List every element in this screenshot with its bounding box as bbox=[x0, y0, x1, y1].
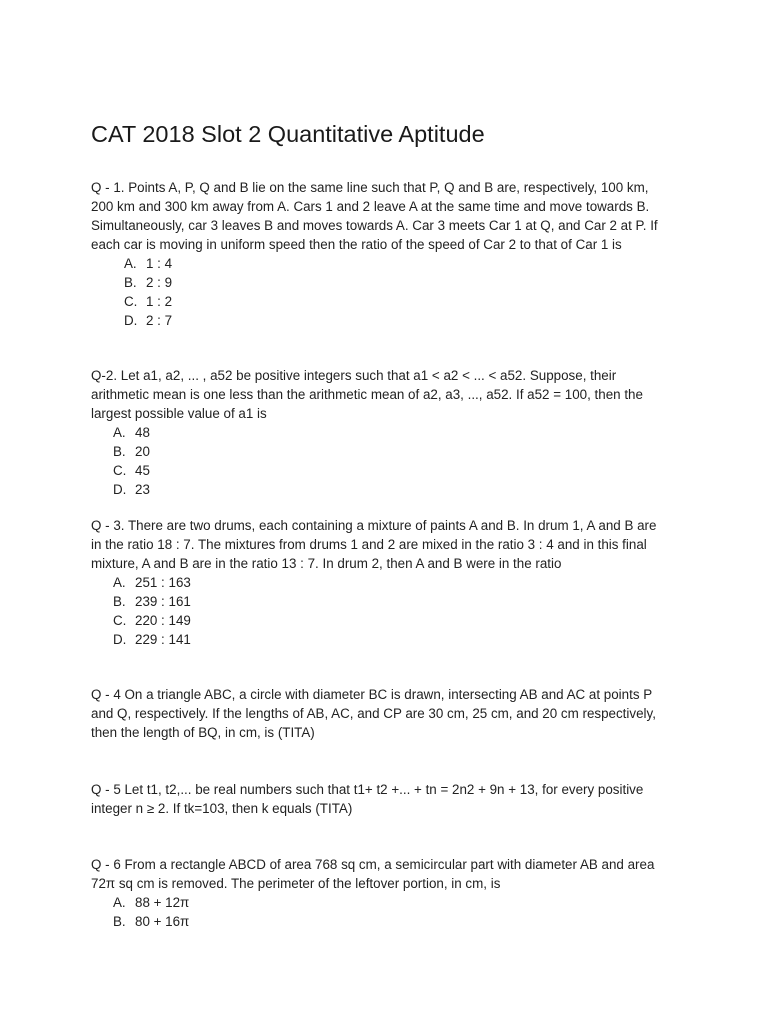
question-line: Q - 4 On a triangle ABC, a circle with diameter BC is drawn, intersecting AB and AC at points P bbox=[91, 687, 653, 702]
option-letter: D. bbox=[113, 482, 127, 497]
option-letter: A. bbox=[113, 425, 126, 440]
question-line: Q-2. Let a1, a2, ... , a52 be positive integers such that a1 < a2 < ... < a52. Suppose, their bbox=[91, 368, 617, 383]
answer-option bbox=[113, 611, 691, 630]
question-line: Simultaneously, car 3 leaves B and moves towards A. Car 3 meets Car 1 at Q, and Car 2 at P. If bbox=[91, 218, 658, 233]
answer-options bbox=[91, 254, 691, 330]
option-value: 80 + 16π bbox=[135, 914, 190, 929]
answer-options bbox=[91, 573, 691, 649]
option-letter: B. bbox=[124, 275, 137, 290]
option-value: 2 : 9 bbox=[146, 275, 173, 290]
answer-option bbox=[113, 461, 691, 480]
question-line: Q - 3. There are two drums, each containing a mixture of paints A and B. In drum 1, A and B are bbox=[91, 518, 657, 533]
option-value: 1 : 2 bbox=[146, 294, 173, 309]
option-value: 1 : 4 bbox=[146, 256, 173, 271]
question-line: 200 km and 300 km away from A. Cars 1 and 2 leave A at the same time and move towards B. bbox=[91, 199, 650, 214]
option-letter: A. bbox=[113, 895, 126, 910]
option-value: 239 : 161 bbox=[135, 594, 191, 609]
question-text bbox=[91, 855, 691, 893]
question-text bbox=[91, 366, 691, 423]
question-text bbox=[91, 685, 691, 742]
option-letter: D. bbox=[113, 632, 127, 647]
question-line: Q - 5 Let t1, t2,... be real numbers such that t1+ t2 +... + tn = 2n2 + 9n + 13, for every positive bbox=[91, 782, 644, 797]
answer-option bbox=[113, 423, 691, 442]
answer-options bbox=[91, 423, 691, 499]
option-letter: B. bbox=[113, 914, 126, 929]
question-line: each car is moving in uniform speed then the ratio of the speed of Car 2 to that of Car 1 is bbox=[91, 237, 622, 252]
option-value: 23 bbox=[135, 482, 150, 497]
option-value: 220 : 149 bbox=[135, 613, 191, 628]
answer-option bbox=[113, 573, 691, 592]
question-text bbox=[91, 516, 691, 573]
option-letter: C. bbox=[113, 463, 127, 478]
option-value: 88 + 12π bbox=[135, 895, 190, 910]
option-value: 251 : 163 bbox=[135, 575, 191, 590]
answer-options bbox=[91, 893, 691, 931]
question-1 bbox=[91, 178, 691, 330]
answer-option bbox=[113, 630, 691, 649]
option-value: 48 bbox=[135, 425, 150, 440]
option-letter: C. bbox=[113, 613, 127, 628]
question-text bbox=[91, 780, 691, 818]
question-line: Q - 1. Points A, P, Q and B lie on the same line such that P, Q and B are, respectively, 100 km, bbox=[91, 180, 649, 195]
answer-option bbox=[113, 592, 691, 611]
question-line: then the length of BQ, in cm, is (TITA) bbox=[91, 725, 315, 740]
option-value: 20 bbox=[135, 444, 150, 459]
question-6 bbox=[91, 855, 691, 931]
answer-option bbox=[124, 273, 691, 292]
question-3 bbox=[91, 516, 691, 649]
option-letter: C. bbox=[124, 294, 138, 309]
question-line: largest possible value of a1 is bbox=[91, 406, 267, 421]
option-value: 229 : 141 bbox=[135, 632, 191, 647]
option-letter: B. bbox=[113, 594, 126, 609]
answer-option bbox=[124, 292, 691, 311]
option-letter: B. bbox=[113, 444, 126, 459]
answer-option bbox=[113, 912, 691, 931]
question-line: mixture, A and B are in the ratio 13 : 7. In drum 2, then A and B were in the ratio bbox=[91, 556, 562, 571]
answer-option bbox=[124, 311, 691, 330]
question-text bbox=[91, 178, 691, 254]
option-letter: D. bbox=[124, 313, 138, 328]
option-value: 45 bbox=[135, 463, 150, 478]
answer-option bbox=[113, 442, 691, 461]
option-letter: A. bbox=[113, 575, 126, 590]
question-line: 72π sq cm is removed. The perimeter of the leftover portion, in cm, is bbox=[91, 876, 501, 891]
question-line: arithmetic mean is one less than the arithmetic mean of a2, a3, ..., a52. If a52 = 100, then the bbox=[91, 387, 643, 402]
question-line: Q - 6 From a rectangle ABCD of area 768 sq cm, a semicircular part with diameter AB and area bbox=[91, 857, 655, 872]
question-line: integer n ≥ 2. If tk=103, then k equals (TITA) bbox=[91, 801, 353, 816]
option-value: 2 : 7 bbox=[146, 313, 173, 328]
answer-option bbox=[113, 480, 691, 499]
question-line: and Q, respectively. If the lengths of AB, AC, and CP are 30 cm, 25 cm, and 20 cm respectively, bbox=[91, 706, 656, 721]
question-5 bbox=[91, 780, 691, 818]
question-4 bbox=[91, 685, 691, 742]
answer-option bbox=[113, 893, 691, 912]
question-2 bbox=[91, 366, 691, 499]
answer-option bbox=[124, 254, 691, 273]
option-letter: A. bbox=[124, 256, 137, 271]
question-line: in the ratio 18 : 7. The mixtures from drums 1 and 2 are mixed in the ratio 3 : 4 and in this final bbox=[91, 537, 647, 552]
document-title: CAT 2018 Slot 2 Quantitative Aptitude bbox=[91, 121, 485, 147]
